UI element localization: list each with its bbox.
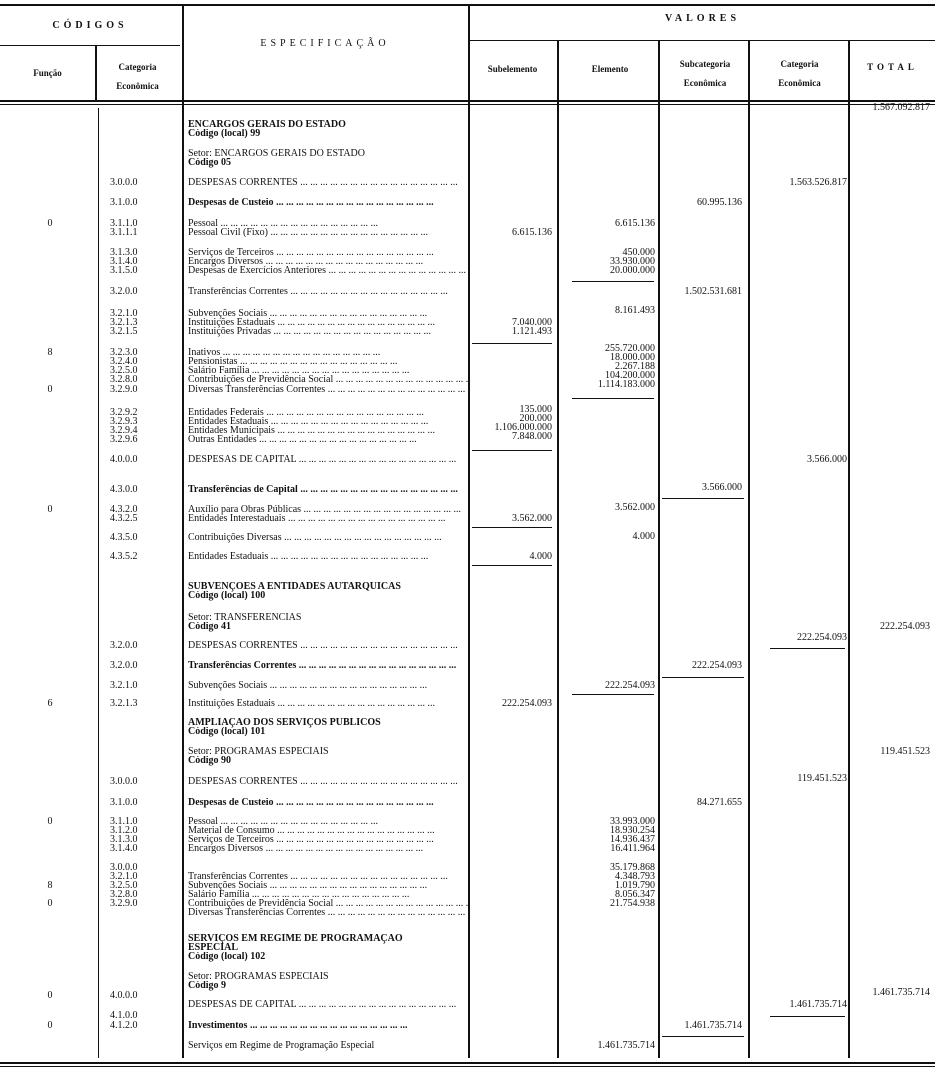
funcao-cell: 0 [47,504,53,515]
subcategoria-value: 1.461.735.714 [684,1020,742,1031]
especificacao-cell: Subvenções Sociais ... . [188,309,468,319]
codigo-cell: 3.2.5.0 [110,880,138,891]
especificacao-cell: Salário Família ... . [188,890,468,900]
funcao-cell: 0 [47,898,53,909]
especificacao-cell: Auxílio para Obras Públicas ... . [188,505,468,515]
col-rule-1 [95,45,97,100]
valores-header: VALORES [664,13,741,24]
especificacao-cell: Entidades Interestaduais ... . [188,514,468,524]
especificacao-cell: Entidades Federais ... . [188,408,468,418]
subcategoria-header [660,55,750,93]
underline [472,343,552,344]
underline [472,565,552,566]
especificacao-cell: Código 05 [188,158,232,168]
elemento-value: 18.930.254 [610,825,655,836]
codigo-cell: 4.3.2.0 [110,504,138,515]
codigo-cell: 3.2.9.6 [110,434,138,445]
especificacao-cell: Despesas de Exercícios Anteriores ... . [188,266,468,276]
codigo-cell: 3.2.1.3 [110,317,138,328]
especificacao-cell: Setor: ENCARGOS GERAIS DO ESTADO [188,149,365,159]
underline [770,1016,845,1017]
elemento-value: 6.615.136 [615,218,655,229]
especificacao-cell: DESPESAS CORRENTES ... . [188,777,468,787]
funcao-cell: 0 [47,218,53,229]
especificacao-cell: Diversas Transferências Correntes ... . [188,908,468,918]
funcao-cell: 8 [47,347,53,358]
especificacao-cell: Contribuições Diversas ... . [188,533,468,543]
codigo-cell: 3.2.1.0 [110,680,138,691]
especificacao-cell: Entidades Estaduais ... . [188,417,468,427]
codigo-cell: 3.1.4.0 [110,843,138,854]
especificacao-cell: Serviços de Terceiros ... . [188,835,468,845]
especificacao-cell: DESPESAS DE CAPITAL ... . [188,1000,468,1010]
categoria-value: 1.461.735.714 [789,999,847,1010]
elemento-value: 4.348.793 [615,871,655,882]
funcao-header: Função [33,68,62,78]
elemento-value: 14.936.437 [610,834,655,845]
col-rule-8 [98,108,99,1058]
especificacao-cell: Contribuições de Previdência Social ... . [188,899,468,909]
codigo-cell: 3.2.9.0 [110,384,138,395]
especificacao-cell: Pessoal ... . [188,817,468,827]
especificacao-cell: Despesas de Custeio ... . [188,798,468,808]
underline [472,527,552,528]
elemento-value: 21.754.938 [610,898,655,909]
elemento-value: 8.161.493 [615,305,655,316]
subelemento-value: 1.106.000.000 [494,422,552,433]
codigo-cell: 3.1.4.0 [110,256,138,267]
especificacao-cell: Instituições Privadas ... . [188,327,468,337]
funcao-cell: 0 [47,1020,53,1031]
codigo-cell: 3.1.0.0 [110,197,138,208]
elemento-value: 2.267.188 [615,361,655,372]
codigo-cell: 3.0.0.0 [110,862,138,873]
especificacao-cell: Código (local) 101 [188,727,266,737]
subelemento-value: 4.000 [529,551,552,562]
subcategoria-value: 1.502.531.681 [684,286,742,297]
col-rule-7 [848,40,850,1058]
subcategoria-value: 60.995.136 [697,197,742,208]
codigo-cell: 4.0.0.0 [110,454,138,465]
especificacao-cell: Subvenções Sociais ... . [188,881,468,891]
codigo-cell: 3.2.8.0 [110,889,138,900]
codigo-cell: 3.1.2.0 [110,825,138,836]
codigo-cell: 4.1.0.0 [110,1010,138,1021]
underline [572,398,654,399]
elemento-value: 18.000.000 [610,352,655,363]
elemento-header: Elemento [591,64,629,74]
codigo-cell: 3.2.4.0 [110,356,138,367]
especificacao-cell: Encargos Diversos ... . [188,257,468,267]
especificacao-cell: Material de Consumo ... . [188,826,468,836]
elemento-value: 1.114.183.000 [597,379,655,390]
subelemento-value: 200.000 [519,413,552,424]
underline [770,648,845,649]
especificacao-cell: Setor: TRANSFERÊNCIAS [188,613,302,623]
elemento-value: 35.179.868 [610,862,655,873]
codigo-cell: 3.1.0.0 [110,797,138,808]
especificacao-cell: DESPESAS DE CAPITAL ... . [188,455,468,465]
especificacao-cell: Transferências Correntes ... . [188,287,468,297]
header-rule-codigos [0,45,180,46]
especificacao-cell: Outras Entidades ... . [188,435,468,445]
especificacao-cell: Código (local) 99 [188,129,261,139]
funcao-cell: 0 [47,816,53,827]
especificacao-cell: Serviços de Terceiros ... . [188,248,468,258]
especificacao-cell: Setor: PROGRAMAS ESPECIAIS [188,972,329,982]
especificacao-cell: DESPESAS CORRENTES ... . [188,178,468,188]
underline [662,1036,744,1037]
codigos-header: CÓDIGOS [52,20,128,31]
subelemento-value: 3.562.000 [512,513,552,524]
codigo-cell: 3.2.1.0 [110,871,138,882]
especificacao-cell: AMPLIAÇÃO DOS SERVIÇOS PÚBLICOS [188,718,381,728]
elemento-value: 3.562.000 [615,502,655,513]
subcategoria-value: 3.566.000 [702,482,742,493]
elemento-value: 1.019.790 [615,880,655,891]
categoria-value: 119.451.523 [797,773,847,784]
especificacao-cell: ENCARGOS GERAIS DO ESTADO [188,120,346,130]
categoria-valor-header [752,55,847,93]
subcategoria-label: Subcategoria [679,59,731,69]
especificacao-cell: Entidades Estaduais ... . [188,552,468,562]
especificacao-cell: ESPECIAL [188,943,239,953]
subelemento-value: 1.121.493 [512,326,552,337]
underline [662,498,744,499]
codigo-cell: 4.1.2.0 [110,1020,138,1031]
especificacao-cell: Setor: PROGRAMAS ESPECIAIS [188,747,329,757]
subelemento-value: 222.254.093 [502,698,552,709]
especificacao-cell: Pessoal ... . [188,219,468,229]
especificacao-cell: Salário Família ... . [188,366,468,376]
especificacao-header: ESPECIFICAÇÃO [260,38,390,49]
elemento-value: 8.056.347 [615,889,655,900]
elemento-value: 33.930.000 [610,256,655,267]
underline [572,281,654,282]
categoria-value: 3.566.000 [807,454,847,465]
subcategoria-value: 222.254.093 [692,660,742,671]
total-value: 1.567.092.817 [872,102,930,113]
codigo-cell: 3.2.0.0 [110,640,138,651]
funcao-cell: 6 [47,698,53,709]
codigo-cell: 3.2.1.0 [110,308,138,319]
especificacao-cell: Código (local) 100 [188,591,266,601]
subcategoria-value: 84.271.655 [697,797,742,808]
especificacao-cell: Instituições Estaduais ... . [188,318,468,328]
codigo-cell: 3.1.1.0 [110,816,138,827]
especificacao-cell: Serviços em Regime de Programação Especial [188,1041,375,1051]
col-rule-6 [748,40,750,1058]
categoria-value: 1.563.526.817 [789,177,847,188]
codigo-cell: 3.2.3.0 [110,347,138,358]
elemento-value: 16.411.964 [610,843,655,854]
col-rule-3 [468,6,470,1058]
especificacao-cell: Entidades Municipais ... . [188,426,468,436]
subelemento-value: 135.000 [519,404,552,415]
elemento-value: 222.254.093 [605,680,655,691]
codigo-cell: 4.0.0.0 [110,990,138,1001]
col-rule-4 [557,40,559,1058]
total-value: 222.254.093 [880,621,930,632]
funcao-cell: 8 [47,880,53,891]
categoria-valor-economica-label: Econômica [778,78,821,88]
col-rule-2 [182,6,184,1058]
subelemento-header: Subelemento [487,64,538,74]
total-header: TOTAL [867,62,918,72]
underline [572,694,654,695]
codigo-cell: 3.2.9.3 [110,416,138,427]
elemento-value: 20.000.000 [610,265,655,276]
codigo-cell: 3.2.9.2 [110,407,138,418]
especificacao-cell: Transferências Correntes ... . [188,661,468,671]
header-rule-valores [470,40,935,41]
codigo-cell: 3.2.1.3 [110,698,138,709]
codigo-cell: 3.2.5.0 [110,365,138,376]
elemento-value: 1.461.735.714 [597,1040,655,1051]
codigo-cell: 4.3.0.0 [110,484,138,495]
especificacao-cell: DESPESAS CORRENTES ... . [188,641,468,651]
especificacao-cell: Código (local) 102 [188,952,266,962]
categoria-valor-label: Categoria [780,59,819,69]
codigo-cell: 3.2.9.0 [110,898,138,909]
elemento-value: 33.993.000 [610,816,655,827]
especificacao-cell: Subvenções Sociais ... . [188,681,468,691]
especificacao-cell: Inativos ... . [188,348,468,358]
elemento-value: 450.000 [622,247,655,258]
funcao-cell: 0 [47,384,53,395]
especificacao-cell: Investimentos ... . [188,1021,468,1031]
elemento-value: 104.200.000 [605,370,655,381]
codigo-cell: 3.2.0.0 [110,286,138,297]
codigo-cell: 3.1.1.1 [110,227,138,238]
codigo-cell: 3.0.0.0 [110,776,138,787]
especificacao-cell: Pensionistas ... . [188,357,468,367]
especificacao-cell: Transferências de Capital ... . [188,485,468,495]
especificacao-cell: SERVIÇOS EM REGIME DE PROGRAMAÇÃO [188,934,403,944]
codigo-cell: 3.2.8.0 [110,374,138,385]
bottom-rule-2 [0,1066,935,1067]
underline [472,450,552,451]
total-value: 119.451.523 [880,746,930,757]
underline [662,677,744,678]
especificacao-cell: Transferências Correntes ... . [188,872,468,882]
especificacao-cell: Despesas de Custeio ... . [188,198,468,208]
codigo-cell: 3.1.1.0 [110,218,138,229]
elemento-value: 255.720.000 [605,343,655,354]
total-value: 1.461.735.714 [872,987,930,998]
especificacao-cell: Instituições Estaduais ... . [188,699,468,709]
funcao-cell: 0 [47,990,53,1001]
codigo-cell: 3.1.5.0 [110,265,138,276]
especificacao-cell: Contribuições de Previdência Social ... . [188,375,468,385]
col-rule-5 [658,40,660,1058]
economica-label: Econômica [116,81,159,91]
especificacao-cell: Código 90 [188,756,232,766]
codigo-cell: 4.3.2.5 [110,513,138,524]
subelemento-value: 6.615.136 [512,227,552,238]
categoria-label: Categoria [118,62,157,72]
categoria-economica-header [95,58,180,96]
bottom-rule [0,1062,935,1064]
codigo-cell: 3.2.9.4 [110,425,138,436]
elemento-value: 4.000 [632,531,655,542]
especificacao-cell: Diversas Transferências Correntes ... . [188,385,468,395]
subcategoria-economica-label: Econômica [683,78,727,88]
codigo-cell: 3.2.0.0 [110,660,138,671]
especificacao-cell: SUBVENÇÕES A ENTIDADES AUTARQUICAS [188,582,401,592]
especificacao-cell: Encargos Diversos ... . [188,844,468,854]
especificacao-cell: Código 9 [188,981,227,991]
especificacao-cell: Código 41 [188,622,232,632]
codigo-cell: 4.3.5.2 [110,551,138,562]
categoria-value: 222.254.093 [797,632,847,643]
codigo-cell: 3.1.3.0 [110,834,138,845]
codigo-cell: 4.3.5.0 [110,532,138,543]
codigo-cell: 3.1.3.0 [110,247,138,258]
subelemento-value: 7.040.000 [512,317,552,328]
codigo-cell: 3.0.0.0 [110,177,138,188]
codigo-cell: 3.2.1.5 [110,326,138,337]
subelemento-value: 7.848.000 [512,431,552,442]
especificacao-cell: Pessoal Civil (Fixo) ... . [188,228,468,238]
